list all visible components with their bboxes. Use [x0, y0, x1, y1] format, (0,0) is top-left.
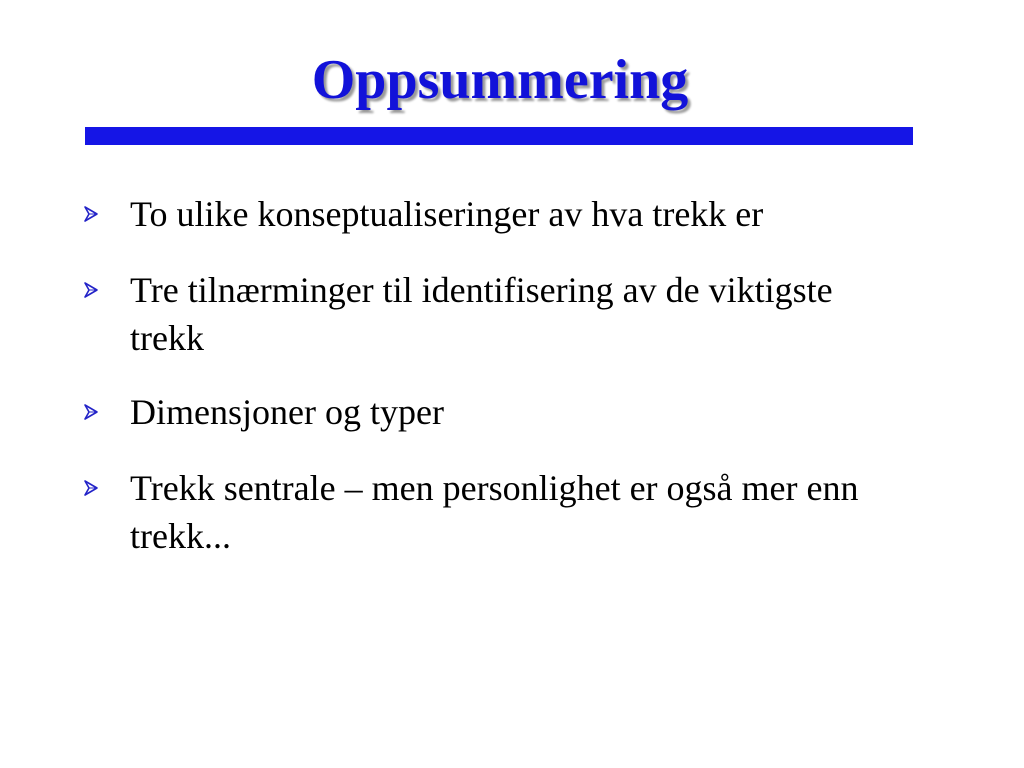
- bullet-list: [82, 188, 982, 584]
- bullet-item: [82, 386, 982, 438]
- bullet-text: To ulike konseptualiseringer av hva trekk er: [130, 194, 764, 234]
- arrowhead-bullet-icon: [82, 188, 130, 240]
- bullet-text: Dimensjoner og typer: [130, 392, 444, 432]
- title-underline-bar: [85, 127, 913, 145]
- bullet-item: [82, 188, 982, 240]
- bullet-item: [82, 264, 982, 362]
- bullet-text: Tre tilnærminger til identifisering av de viktigste trekk: [130, 270, 833, 358]
- arrowhead-bullet-icon: [82, 462, 130, 514]
- arrowhead-bullet-icon: [82, 386, 130, 438]
- arrowhead-bullet-icon: [82, 264, 130, 316]
- slide-title: Oppsummering: [311, 49, 689, 111]
- bullet-text: Trekk sentrale – men personlighet er også mer enn trekk...: [130, 468, 859, 556]
- bullet-item: [82, 462, 982, 560]
